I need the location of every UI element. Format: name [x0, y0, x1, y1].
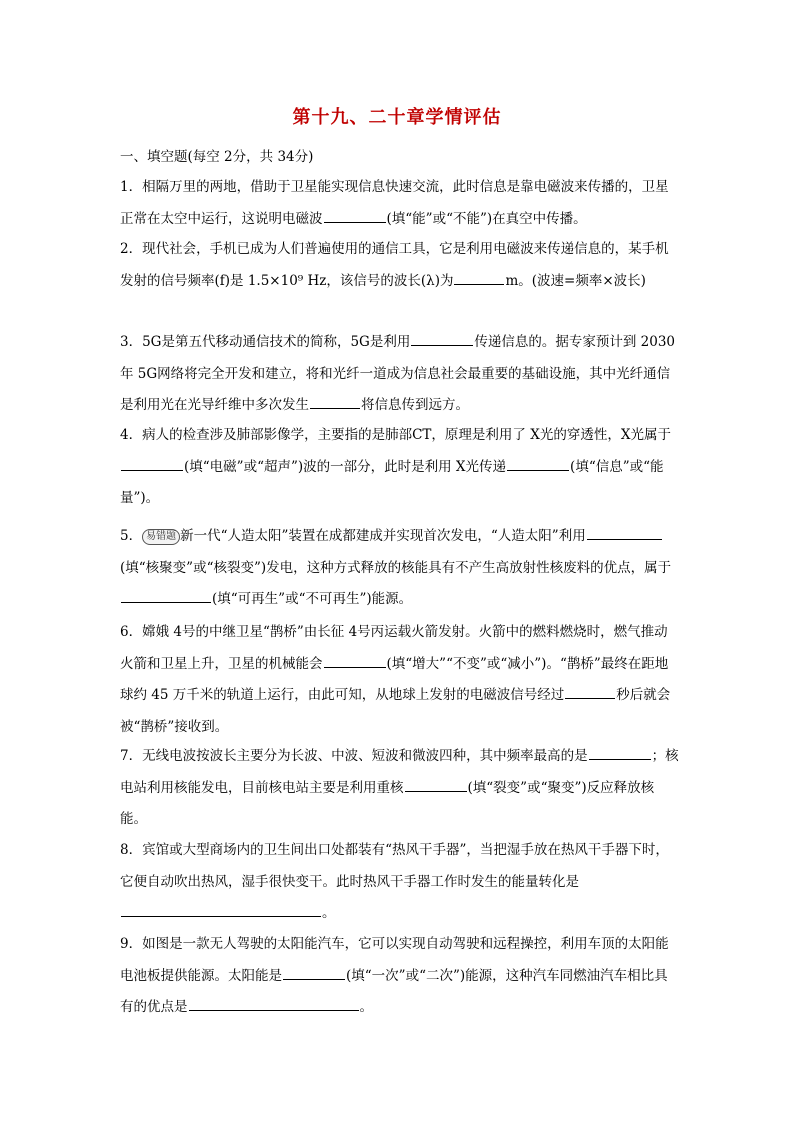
question-7: 7．无线电波按波长主要分为长波、中波、短波和微波四种，其中频率最高的是 ；核电站利用核能发电，目前核电站主要是利用重核 (填“裂变”或“聚变”)反应释放核能。	[120, 741, 680, 836]
question-number: 3．	[120, 334, 143, 350]
question-9: 9．如图是一款无人驾驶的太阳能汽车，它可以实现自动驾驶和远程操控，利用车顶的太阳能电池板提供能源。太阳能是 (填“一次”或“二次”)能源，这种汽车同燃油汽车相比具有的优点是 。	[120, 936, 669, 1015]
question-8: 8．宾馆或大型商场内的卫生间出口处都装有“热风干手器”，当把湿手放在热风干手器下时，它便自动吹出热风，湿手很快变干。此时热风干手器工作时发生的能量转化是。	[120, 842, 669, 921]
answer-blank[interactable]	[121, 902, 321, 917]
answer-blank[interactable]	[121, 588, 211, 603]
answer-blank[interactable]	[411, 331, 473, 346]
page-title: 第十九、二十章学情评估	[292, 107, 502, 128]
question-number: 8．	[120, 842, 143, 858]
answer-blank[interactable]	[589, 745, 651, 760]
question-6: 6．嫦娥 4号的中继卫星“鹊桥”由长征 4号丙运载火箭发射。火箭中的燃料燃烧时，燃气推动火箭和卫星上升，卫星的机械能会 (填“增大”“不变”或“减小”)。“鹊桥”最终在距地球约 45 万千米的轨道上运行，由此可知，从地球上发射的电磁波信号经过 秒后就会被“鹊桥”接收到。	[120, 624, 671, 735]
section-heading: 一、填空题(每空 2分，共 34分)	[120, 149, 314, 165]
answer-blank[interactable]	[587, 525, 662, 540]
answer-blank[interactable]	[324, 653, 386, 668]
question-number: 1．	[120, 179, 143, 195]
answer-blank[interactable]	[283, 965, 345, 980]
error-prone-badge: 易错题	[142, 529, 180, 545]
answer-blank[interactable]	[507, 456, 569, 471]
answer-blank[interactable]	[454, 270, 504, 285]
question-number: 6．	[120, 624, 143, 640]
question-number: 7．	[120, 748, 143, 764]
answer-blank[interactable]	[310, 394, 360, 409]
question-number: 2．	[120, 241, 143, 257]
answer-blank[interactable]	[565, 684, 615, 699]
question-5: 5． 易错题 新一代“人造太阳”装置在成都建成并实现首次发电，“人造太阳”利用(填“核聚变”或“核裂变”)发电，这种方式释放的核能具有不产生高放射性核废料的优点，属于(填“可再生”或“不可再生”)能源。	[120, 521, 680, 616]
question-2: 2．现代社会，手机已成为人们普遍使用的通信工具，它是利用电磁波来传递信息的，某手机发射的信号频率(f)是 1.5×10⁹ Hz，该信号的波长(λ)为 m。(波速=频率×波长)	[120, 241, 669, 289]
question-number: 9．	[120, 936, 143, 952]
question-number: 4．	[120, 427, 143, 443]
answer-blank[interactable]	[121, 456, 183, 471]
question-3: 3．5G是第五代移动通信技术的简称，5G是利用 传递信息的。据专家预计到 2030年 5G网络将完全开发和建立，将和光纤一道成为信息社会最重要的基础设施，其中光纤通信是利用光在光导纤维中多次发生 将信息传到远方。	[120, 327, 680, 422]
question-1: 1．相隔万里的两地，借助于卫星能实现信息快速交流，此时信息是靠电磁波来传播的，卫星正常在太空中运行，这说明电磁波 (填“能”或“不能”)在真空中传播。	[120, 179, 669, 227]
question-number: 5．	[120, 528, 143, 544]
answer-blank[interactable]	[324, 208, 386, 223]
question-4: 4．病人的检查涉及肺部影像学，主要指的是肺部CT，原理是利用了 X光的穿透性，X光属于(填“电磁”或“超声”)波的一部分，此时是利用 X光传递 (填“信息”或“能量”)。	[120, 427, 671, 506]
answer-blank[interactable]	[189, 996, 359, 1011]
answer-blank[interactable]	[405, 777, 467, 792]
